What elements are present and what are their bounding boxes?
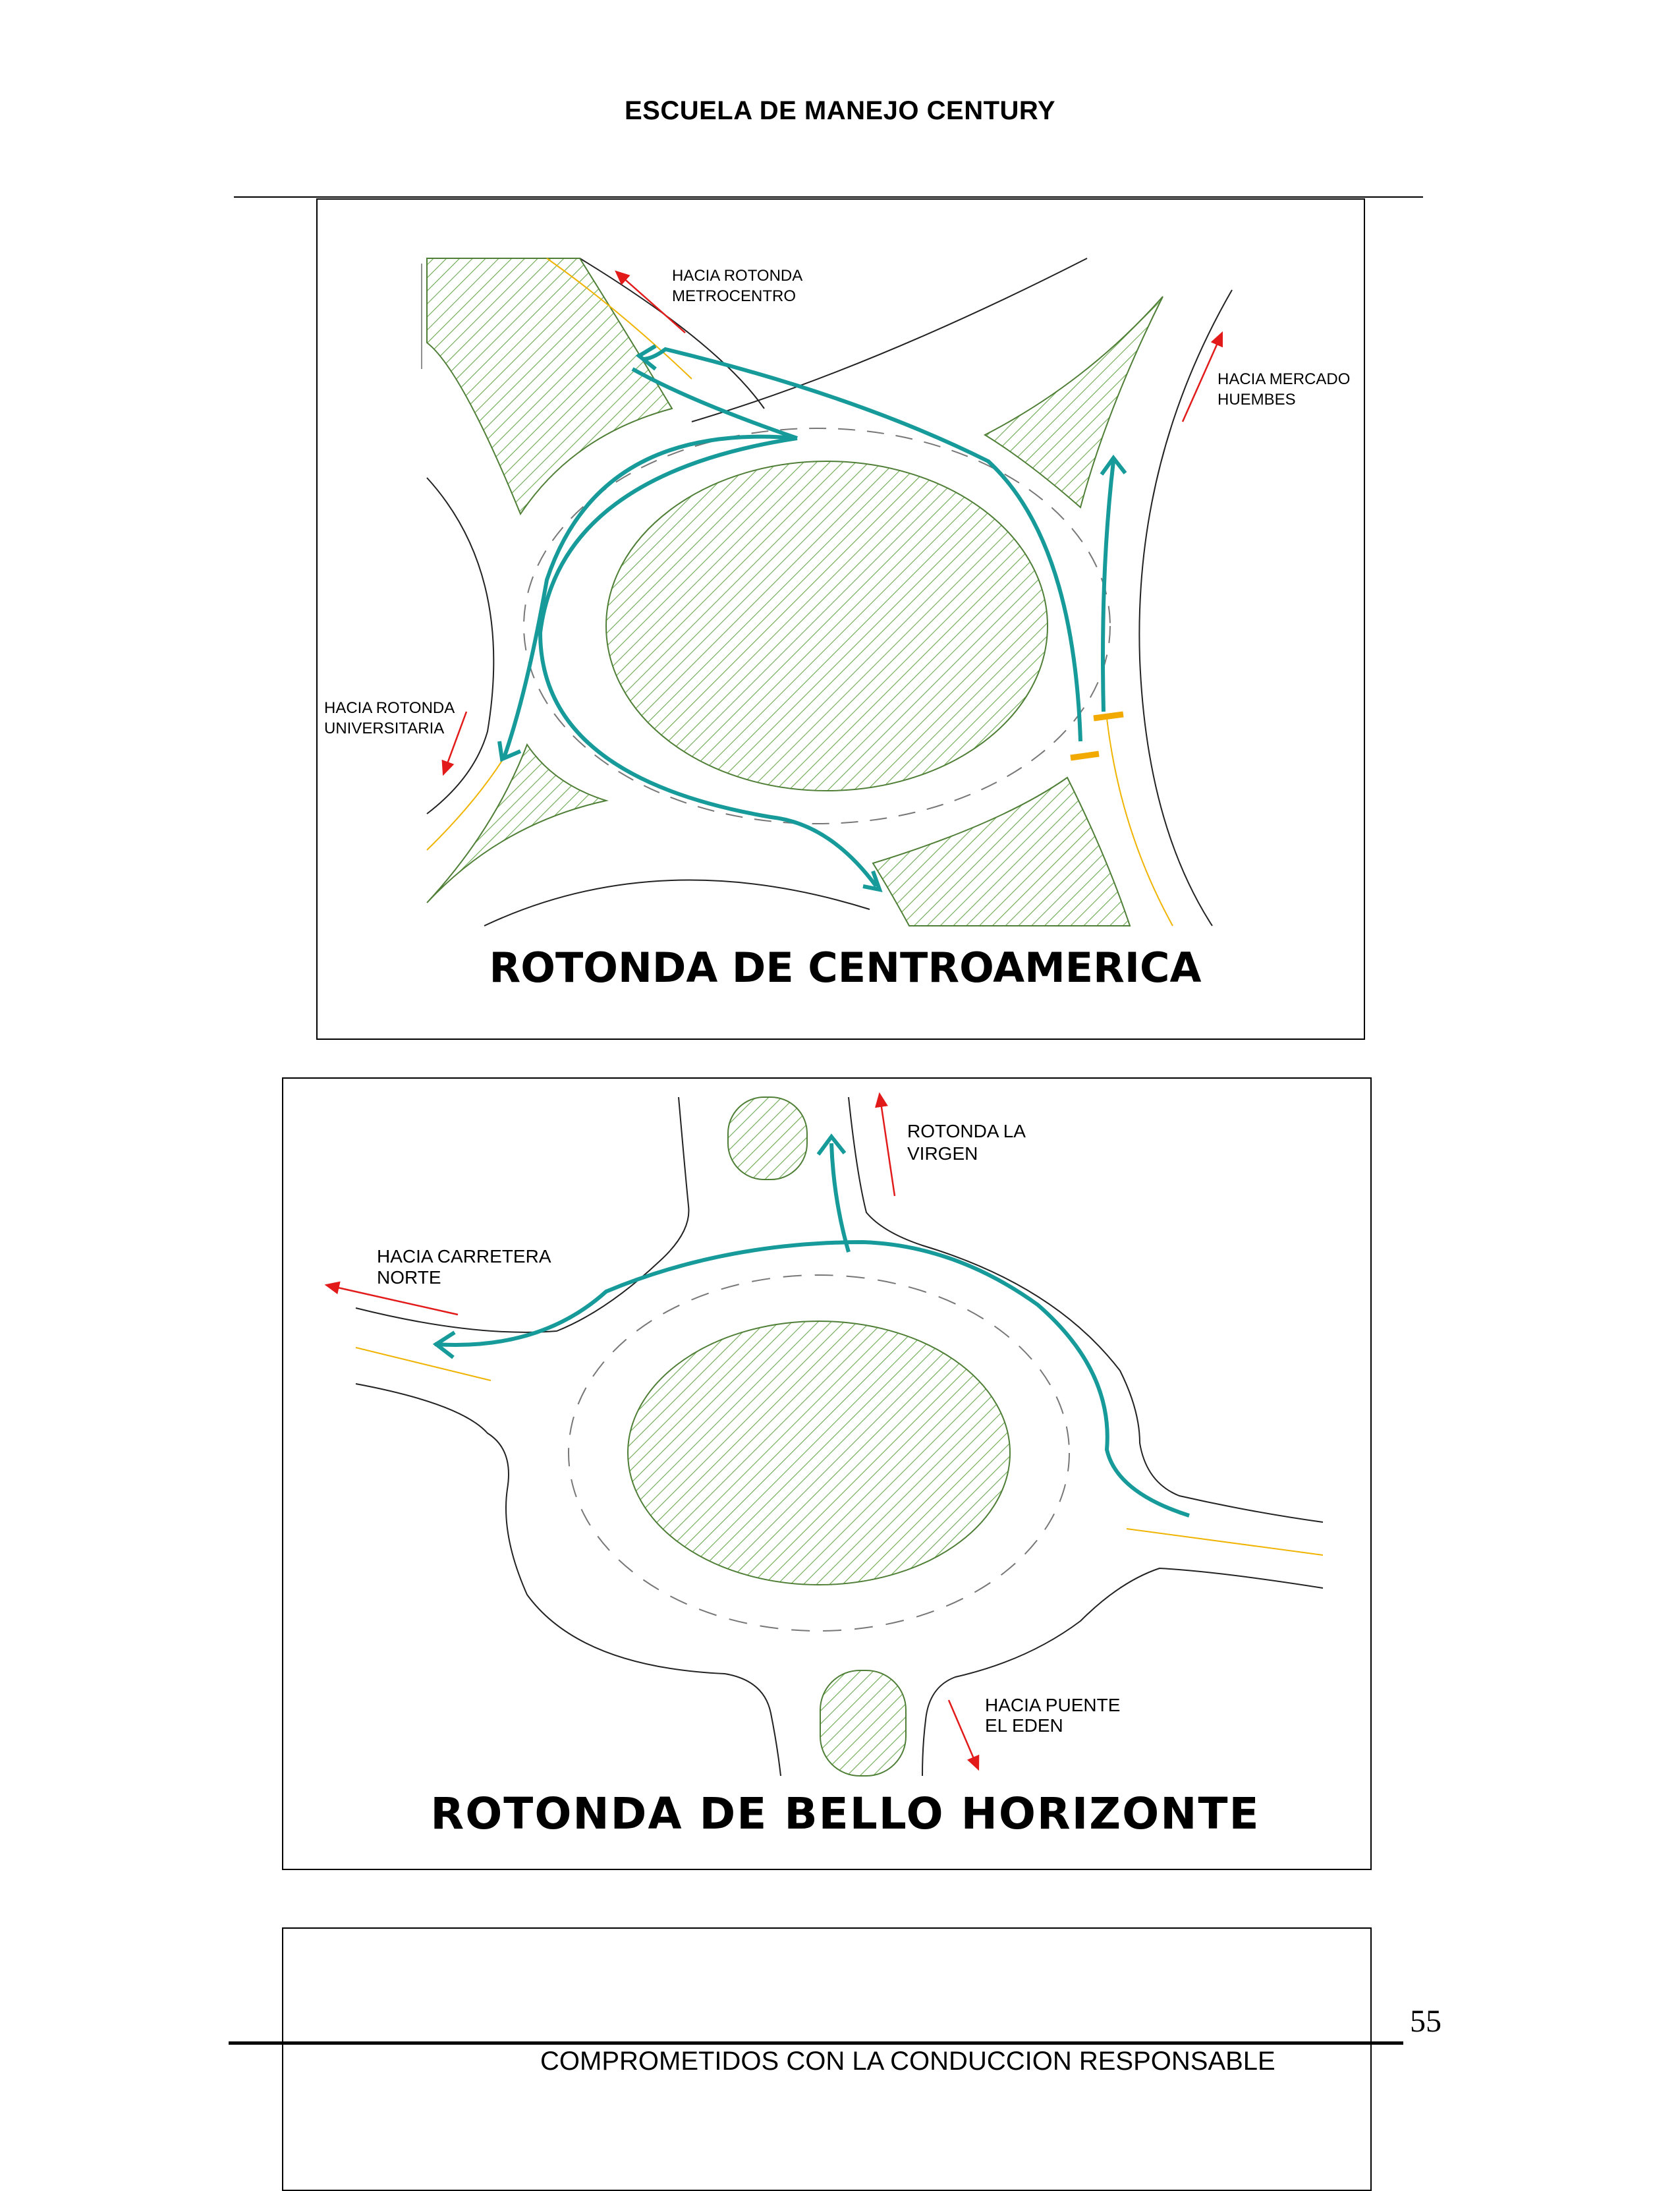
label-virgen-line1: ROTONDA LA xyxy=(907,1121,1026,1141)
route-to-huembes xyxy=(1103,461,1113,712)
label-metrocentro-line1: HACIA ROTONDA xyxy=(672,267,803,285)
central-island xyxy=(606,461,1048,791)
label-eden-line2: EL EDEN xyxy=(985,1715,1063,1736)
label-norte-line1: HACIA CARRETERA xyxy=(377,1246,551,1266)
island-nw xyxy=(427,258,672,514)
direction-arrow-universitaria xyxy=(443,712,466,774)
label-universitaria-line2: UNIVERSITARIA xyxy=(324,720,445,737)
footer-text: COMPROMETIDOS CON LA CONDUCCION RESPONSABLE xyxy=(540,2047,1275,2076)
centroamerica-map xyxy=(324,258,1350,992)
diagram-title-bello-horizonte: ROTONDA DE BELLO HORIZONTE xyxy=(430,1788,1260,1839)
label-universitaria-line1: HACIA ROTONDA xyxy=(324,699,455,717)
page-number: 55 xyxy=(1410,2004,1442,2039)
page-header-title: ESCUELA DE MANEJO CENTURY xyxy=(624,96,1056,125)
diagram-frame-bello-horizonte xyxy=(282,1077,1372,1870)
island-sw xyxy=(427,745,606,903)
road-edge-s xyxy=(484,880,870,926)
label-virgen-line2: VIRGEN xyxy=(907,1143,978,1164)
stop-bar-1 xyxy=(1094,714,1123,718)
diagram-title-centroamerica: ROTONDA DE CENTROAMERICA xyxy=(489,944,1202,992)
label-huembes-line2: HUEMBES xyxy=(1218,391,1296,409)
label-norte-line2: NORTE xyxy=(377,1267,441,1288)
footer-rule xyxy=(229,2041,1403,2045)
island-se xyxy=(873,778,1130,926)
label-huembes-line1: HACIA MERCADO xyxy=(1218,370,1351,388)
road-edge-w xyxy=(427,478,493,814)
island-ne xyxy=(985,297,1163,507)
stop-bar-2 xyxy=(1071,754,1099,758)
label-metrocentro-line2: METROCENTRO xyxy=(672,287,796,305)
label-eden-line1: HACIA PUENTE xyxy=(985,1695,1121,1715)
